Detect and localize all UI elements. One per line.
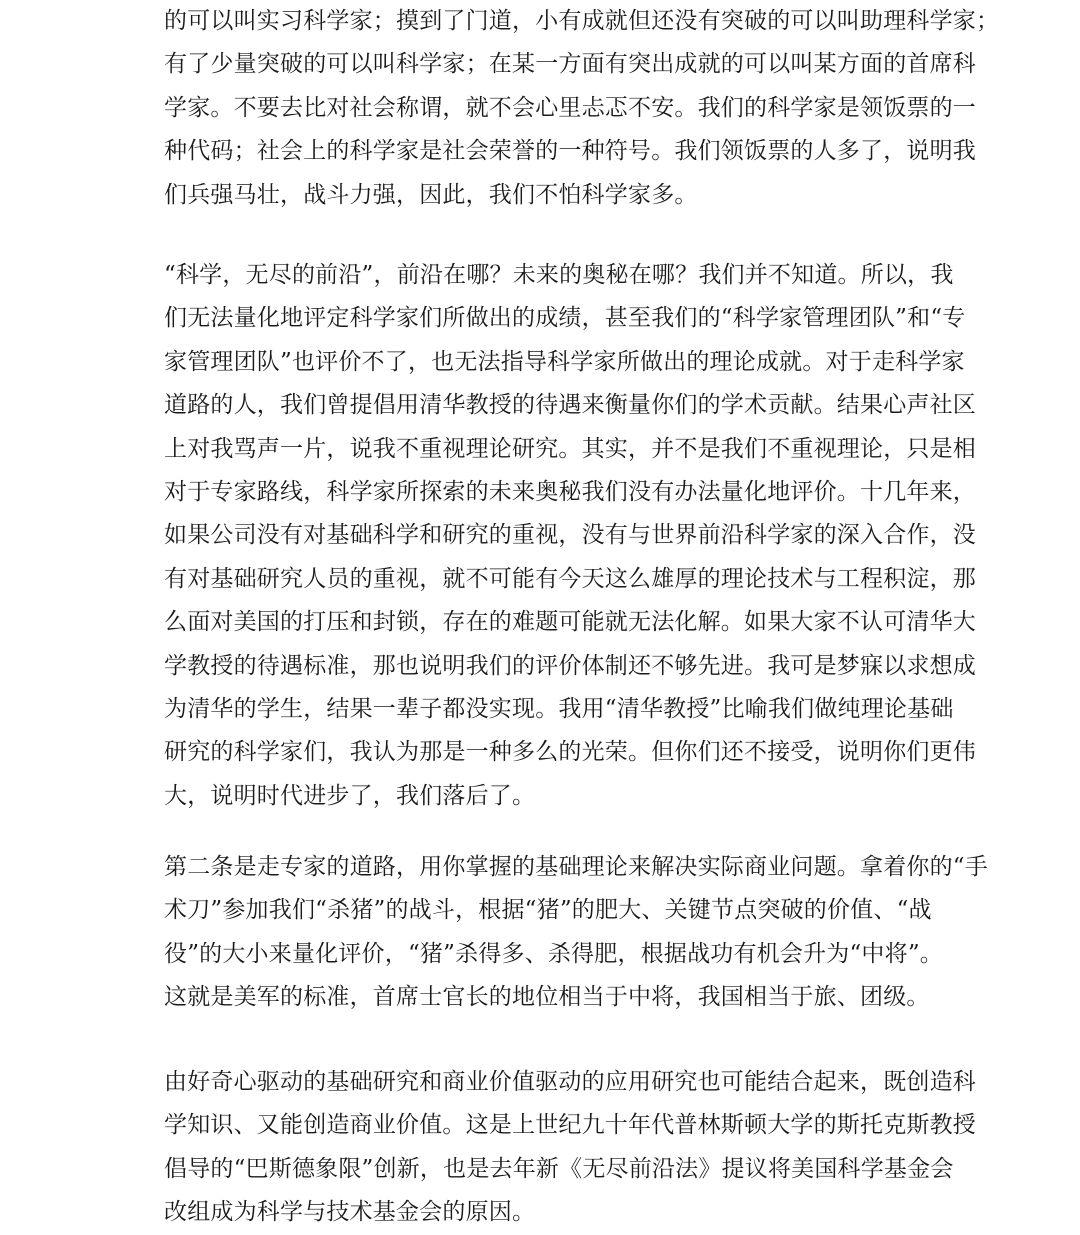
paragraph-pasteur-quadrant xyxy=(164,1061,976,1235)
text-line: 们兵强马壮，战斗力强，因此，我们不怕科学家多。 xyxy=(164,181,698,208)
text-line: 术刀”参加我们“杀猪”的战斗，根据“猪”的肥大、关键节点突破的价值、“战 xyxy=(164,897,932,924)
text-line: 学教授的待遇标准，那也说明我们的评价体制还不够先进。我可是梦寐以求想成 xyxy=(164,652,976,679)
text-line: 研究的科学家们，我认为那是一种多么的光荣。但你们还不接受，说明你们更伟 xyxy=(164,739,976,766)
paragraph-scientist-titles xyxy=(164,0,1000,217)
text-line: “科学，无尽的前沿”，前沿在哪？未来的奥秘在哪？我们并不知道。所以，我 xyxy=(164,262,954,288)
text-line: 家管理团队”也评价不了，也无法指导科学家所做出的理论成就。对于走科学家 xyxy=(164,348,965,375)
text-line: 们无法量化地评定科学家们所做出的成绩，甚至我们的“科学家管理团队”和“专 xyxy=(164,305,966,332)
text-line: 上对我骂声一片，说我不重视理论研究。其实，并不是我们不重视理论，只是相 xyxy=(164,435,976,462)
text-line: 役”的大小来量化评价，“猪”杀得多、杀得肥，根据战功有机会升为“中将”。 xyxy=(164,940,943,967)
text-line: 种代码；社会上的科学家是社会荣誉的一种符号。我们领饭票的人多了，说明我 xyxy=(164,138,976,165)
text-line: 有对基础研究人员的重视，就不可能有今天这么雄厚的理论技术与工程积淀，那 xyxy=(164,565,976,592)
text-line: 么面对美国的打压和封锁，存在的难题可能就无法化解。如果大家不认可清华大 xyxy=(164,609,976,636)
text-line: 如果公司没有对基础科学和研究的重视，没有与世界前沿科学家的深入合作，没 xyxy=(164,522,976,549)
text-line: 这就是美军的标准，首席士官长的地位相当于中将，我国相当于旅、团级。 xyxy=(164,984,930,1011)
text-line: 的可以叫实习科学家；摸到了门道，小有成就但还没有突破的可以叫助理科学家； xyxy=(164,8,1000,34)
text-line: 由好奇心驱动的基础研究和商业价值驱动的应用研究也可能结合起来，既创造科 xyxy=(164,1069,976,1095)
text-line: 第二条是走专家的道路，用你掌握的基础理论来解决实际商业问题。拿着你的“手 xyxy=(164,854,988,880)
text-line: 倡导的“巴斯德象限”创新，也是去年新《无尽前沿法》提议将美国科学基金会 xyxy=(164,1155,954,1182)
text-line: 改组成为科学与技术基金会的原因。 xyxy=(164,1199,536,1226)
text-line: 有了少量突破的可以叫科学家；在某一方面有突出成就的可以叫某方面的首席科 xyxy=(164,51,976,78)
text-line: 为清华的学生，结果一辈子都没实现。我用“清华教授”比喻我们做纯理论基础 xyxy=(164,695,954,722)
paragraph-expert-path xyxy=(164,846,988,1020)
text-line: 学家。不要去比对社会称谓，就不会心里忐忑不安。我们的科学家是领饭票的一 xyxy=(164,94,976,121)
text-line: 对于专家路线，科学家所探索的未来奥秘我们没有办法量化地评价。十几年来， xyxy=(164,478,976,505)
text-line: 学知识、又能创造商业价值。这是上世纪九十年代普林斯顿大学的斯托克斯教授 xyxy=(164,1112,976,1139)
paragraph-endless-frontier xyxy=(164,254,976,818)
text-line: 道路的人，我们曾提倡用清华教授的待遇来衡量你们的学术贡献。结果心声社区 xyxy=(164,392,976,419)
text-line: 大，说明时代进步了，我们落后了。 xyxy=(164,782,536,809)
